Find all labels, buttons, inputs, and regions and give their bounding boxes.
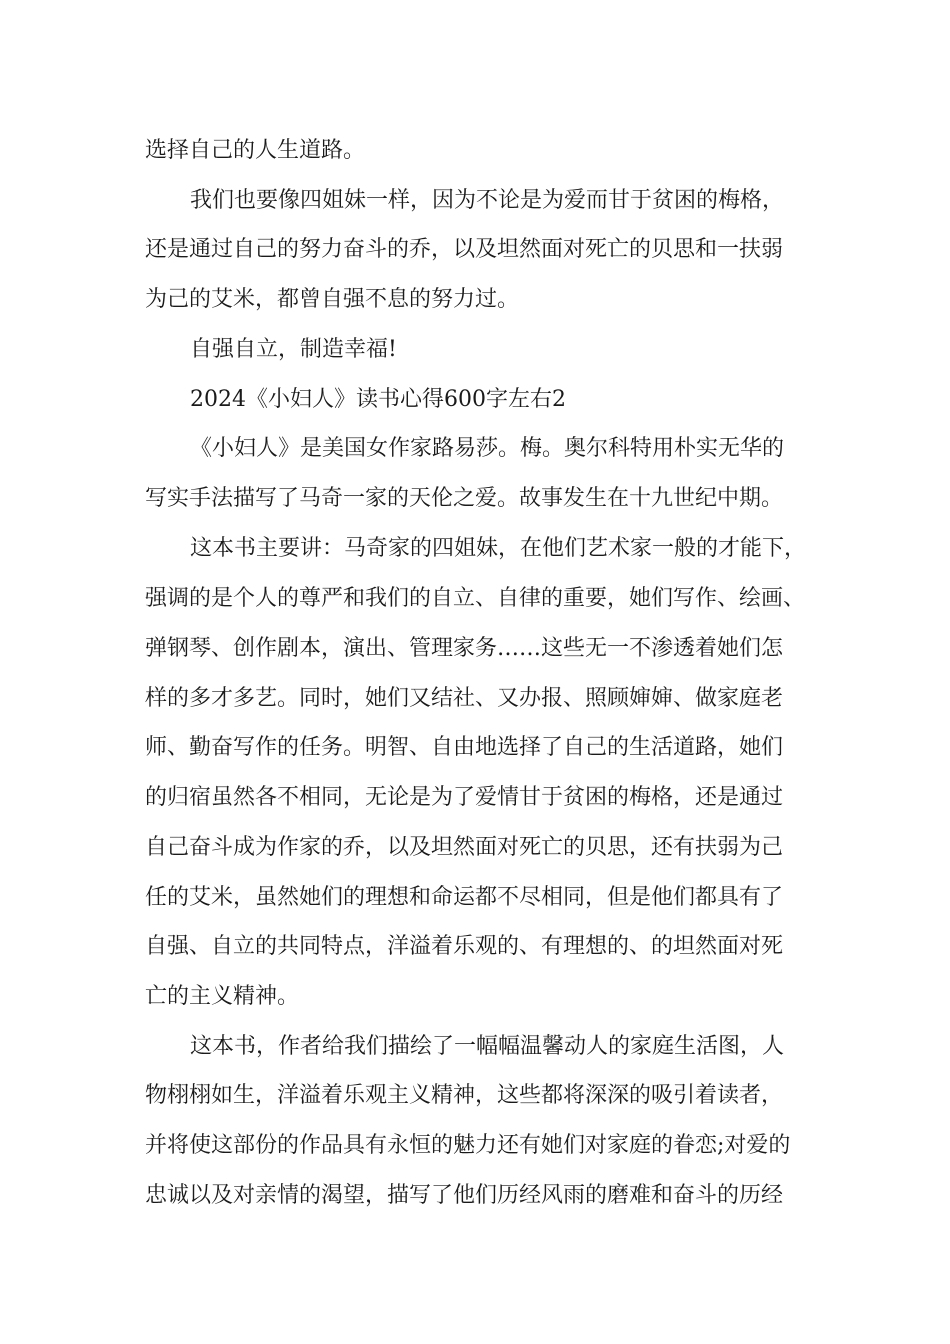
section-heading: 2024《小妇人》读书心得600字左右2 — [190, 387, 566, 412]
text-line: 《小妇人》是美国女作家路易莎。梅。奥尔科特用朴实无华的 — [190, 436, 785, 461]
text-line: 这本书，作者给我们描绘了一幅幅温馨动人的家庭生活图，人 — [190, 1034, 785, 1059]
text-line: 写实手法描写了马奇一家的天伦之爱。故事发生在十九世纪中期。 — [145, 486, 784, 511]
text-line: 自己奋斗成为作家的乔，以及坦然面对死亡的贝思，还有扶弱为己 — [145, 835, 784, 860]
text-line: 自强自立，制造幸福! — [190, 337, 397, 362]
text-line: 物栩栩如生，洋溢着乐观主义精神，这些都将深深的吸引着读者， — [145, 1083, 784, 1108]
text-line: 忠诚以及对亲情的渴望，描写了他们历经风雨的磨难和奋斗的历经 — [145, 1183, 784, 1208]
text-line: 自强、自立的共同特点，洋溢着乐观的、有理想的、的坦然面对死 — [145, 934, 784, 959]
text-line: 强调的是个人的尊严和我们的自立、自律的重要，她们写作、绘画、 — [145, 586, 806, 611]
text-line: 的归宿虽然各不相同，无论是为了爱情甘于贫困的梅格，还是通过 — [145, 785, 784, 810]
text-line: 亡的主义精神。 — [145, 984, 300, 1009]
text-line: 为己的艾米，都曾自强不息的努力过。 — [145, 287, 520, 312]
text-line: 还是通过自己的努力奋斗的乔，以及坦然面对死亡的贝思和一扶弱 — [145, 237, 784, 262]
text-line: 我们也要像四姐妹一样，因为不论是为爱而甘于贫困的梅格， — [190, 188, 785, 213]
text-line: 选择自己的人生道路。 — [145, 138, 366, 163]
text-line: 师、勤奋写作的任务。明智、自由地选择了自己的生活道路，她们 — [145, 735, 784, 760]
text-line: 任的艾米，虽然她们的理想和命运都不尽相同，但是他们都具有了 — [145, 885, 784, 910]
text-line: 样的多才多艺。同时，她们又结社、又办报、照顾婶婶、做家庭老 — [145, 686, 784, 711]
text-line: 弹钢琴、创作剧本，演出、管理家务……这些无一不渗透着她们怎 — [145, 636, 784, 661]
text-line: 并将使这部份的作品具有永恒的魅力还有她们对家庭的眷恋;对爱的 — [145, 1133, 791, 1158]
text-line: 这本书主要讲：马奇家的四姐妹，在他们艺术家一般的才能下， — [190, 536, 807, 561]
